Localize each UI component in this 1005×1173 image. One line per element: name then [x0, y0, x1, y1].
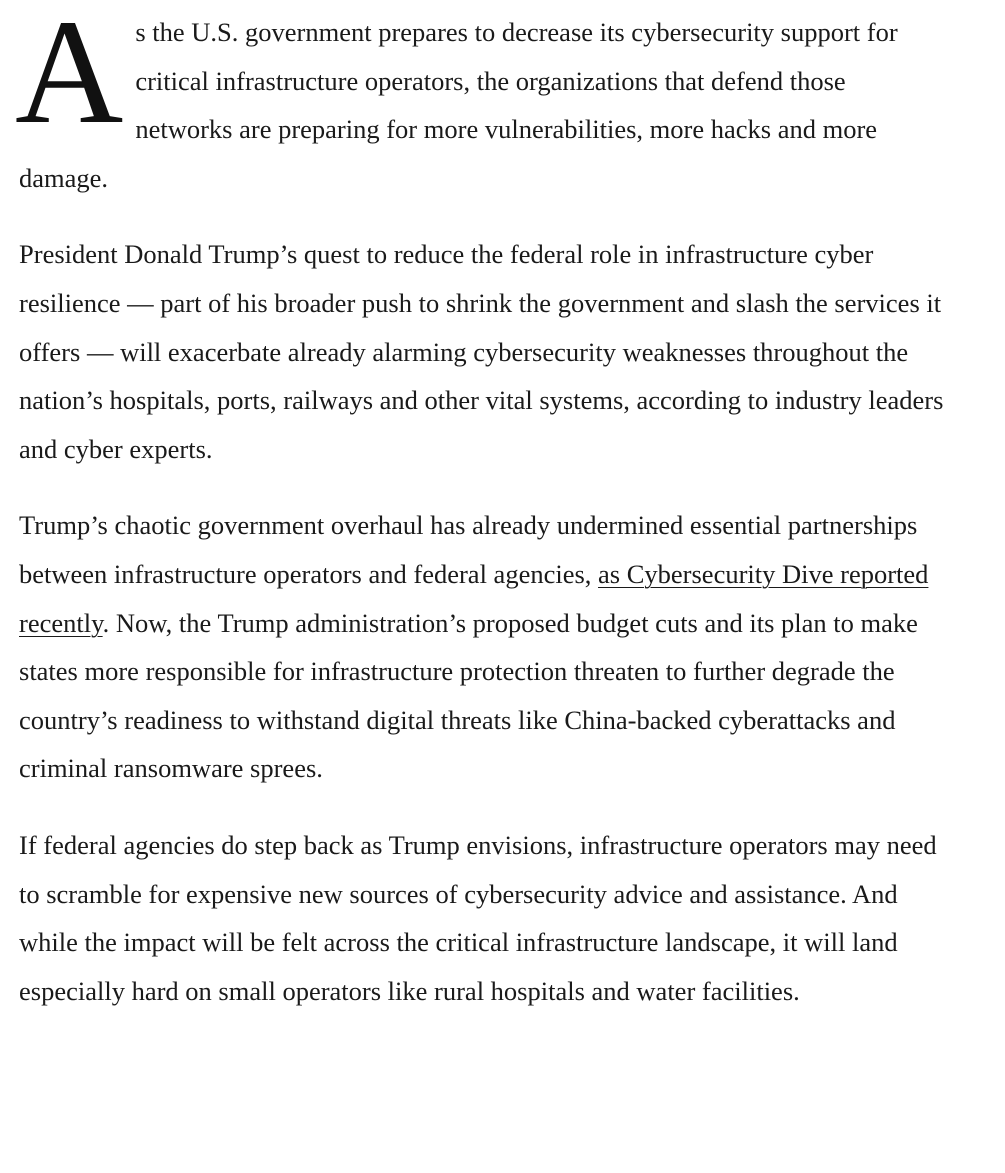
paragraph-2: President Donald Trump’s quest to reduce the federal role in infrastructure cyber resilience — part of his broader push to shrink the government and slash the services it offers — will exacerbate already alarming cybersecurity weaknesses throughout the nation’s hospitals, ports, railways and other vital systems, according to industry leaders and cyber experts.: [19, 239, 944, 464]
paragraph-3-text-before: Trump’s chaotic government overhaul has already undermined essential partnerships between infrastructure operators and federal agencies,: [19, 510, 918, 589]
cybersecurity-dive-report-link[interactable]: as Cybersecurity Dive reported recently: [19, 558, 929, 638]
lead-paragraph: [15, 0, 949, 202]
lead-paragraph-text: s the U.S. government prepares to decrease its cybersecurity support for critical infrastructure operators, the organizations that defend those networks are preparing for more vulnerabilities, more hacks and more damage.: [19, 17, 898, 193]
drop-cap: A: [15, 0, 124, 155]
paragraph-3-text-after: . Now, the Trump administration’s proposed budget cuts and its plan to make states more responsible for infrastructure protection threaten to further degrade the country’s readiness to withstand digital threats like China-backed cyberattacks and criminal ransomware sprees.: [19, 607, 918, 784]
paragraph-4: If federal agencies do step back as Trump envisions, infrastructure operators may need to scramble for expensive new sources of cybersecurity advice and assistance. And while the impact will be felt across the critical infrastructure landscape, it will land especially hard on small operators like rural hospitals and water facilities.: [19, 829, 937, 1006]
paragraph-3: [19, 501, 949, 793]
